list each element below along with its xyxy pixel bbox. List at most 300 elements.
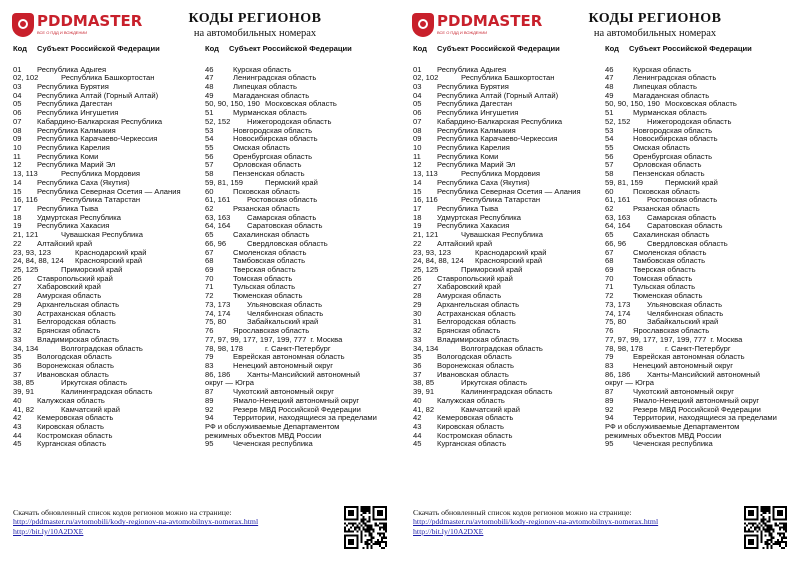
region-name: режимных объектов МВД России bbox=[605, 430, 722, 440]
region-name: Рязанская область bbox=[633, 204, 700, 213]
region-code: 60 bbox=[205, 186, 214, 196]
region-name: Республика Карачаево-Черкессия bbox=[37, 134, 158, 144]
region-name: Мурманская область bbox=[633, 108, 707, 118]
region-code: 11 bbox=[13, 151, 21, 161]
list-item bbox=[13, 440, 198, 449]
region-code: 37 bbox=[13, 369, 22, 379]
region-code: 62 bbox=[605, 204, 614, 213]
region-name: г. Москва bbox=[710, 334, 743, 344]
region-code: 73, 173 bbox=[605, 299, 631, 309]
region-code: 30 bbox=[13, 308, 22, 318]
region-name: Кабардино-Балкарская Республика bbox=[37, 116, 163, 126]
region-list-right bbox=[205, 66, 390, 450]
shield-icon bbox=[412, 13, 434, 37]
region-code: 48 bbox=[205, 81, 214, 91]
region-code: 34, 134 bbox=[413, 343, 439, 353]
region-name: Республика Тыва bbox=[437, 204, 499, 213]
region-name: г. Санкт-Петербург bbox=[665, 343, 731, 353]
region-code: 31 bbox=[13, 317, 22, 327]
region-name: Республика Тыва bbox=[37, 204, 99, 213]
column-header-code: Код bbox=[205, 44, 219, 53]
region-name: Оренбургская область bbox=[633, 151, 713, 161]
page-title bbox=[170, 11, 340, 39]
region-code: 42 bbox=[413, 413, 422, 423]
region-code: 40 bbox=[413, 395, 422, 405]
list-item bbox=[205, 440, 390, 449]
region-name: Республика Башкортостан bbox=[461, 73, 555, 83]
region-name: Белгородская область bbox=[437, 317, 516, 327]
region-code: 74, 174 bbox=[605, 308, 631, 318]
region-name: Республика Алтай (Горный Алтай) bbox=[37, 90, 159, 100]
region-name: Чеченская республика bbox=[233, 439, 313, 449]
region-name: Ставропольский край bbox=[437, 273, 513, 283]
region-code: 46 bbox=[205, 64, 214, 74]
region-code: 19 bbox=[13, 221, 22, 231]
region-code: 65 bbox=[205, 230, 214, 240]
region-name: Пензенская область bbox=[633, 169, 705, 179]
region-name: Республика Хакасия bbox=[437, 221, 510, 231]
region-name: Иркутская область bbox=[61, 378, 128, 388]
region-code: 70 bbox=[205, 273, 214, 283]
region-code: 50, 90, 150, 190 bbox=[605, 99, 660, 109]
region-code: 44 bbox=[13, 430, 22, 440]
pddmaster-logo bbox=[412, 12, 543, 41]
region-code: 26 bbox=[13, 273, 22, 283]
region-name: Республика Татарстан bbox=[61, 195, 141, 205]
region-name: Тюменская область bbox=[233, 291, 303, 301]
region-name: Воронежская область bbox=[437, 360, 514, 370]
logo-tagline: ВСЕ О ПДД И ВОЖДЕНИИ bbox=[437, 30, 488, 35]
region-name: Амурская область bbox=[37, 291, 102, 301]
region-name: Волгоградская область bbox=[461, 343, 543, 353]
region-code: 58 bbox=[205, 169, 214, 179]
region-code: 68 bbox=[605, 256, 614, 266]
region-code: 62 bbox=[205, 204, 214, 213]
shield-icon bbox=[12, 13, 34, 37]
region-code: 75, 80 bbox=[605, 317, 627, 327]
region-code: 14 bbox=[13, 177, 22, 187]
region-code: 52, 152 bbox=[605, 116, 631, 126]
region-code: 49 bbox=[605, 90, 614, 100]
region-code: 14 bbox=[413, 177, 422, 187]
region-code: 46 bbox=[605, 64, 614, 74]
region-code: 34, 134 bbox=[13, 343, 39, 353]
region-code: 54 bbox=[205, 134, 214, 144]
region-code: 57 bbox=[605, 160, 614, 170]
region-name: Сахалинская область bbox=[233, 230, 310, 240]
region-name: Краснодарский край bbox=[475, 247, 547, 257]
region-name: Чукотский автономный округ bbox=[233, 387, 335, 397]
region-name: Омская область bbox=[633, 142, 690, 152]
region-code: 22 bbox=[13, 238, 22, 248]
region-code: 26 bbox=[413, 273, 422, 283]
footer bbox=[413, 508, 658, 536]
region-name: Владимирская область bbox=[37, 334, 119, 344]
region-code: 71 bbox=[205, 282, 214, 292]
region-code: 18 bbox=[13, 212, 22, 222]
region-name: Калининградская область bbox=[461, 387, 553, 397]
region-code: 06 bbox=[13, 108, 22, 118]
region-code: 47 bbox=[605, 73, 614, 83]
region-code: 55 bbox=[605, 142, 614, 152]
region-name: Ленинградская область bbox=[233, 73, 317, 83]
region-code: 56 bbox=[605, 151, 614, 161]
region-name: Мурманская область bbox=[233, 108, 307, 118]
region-code: 10 bbox=[13, 142, 22, 152]
region-name: Резерв МВД Российской Федерации bbox=[633, 404, 761, 414]
region-name: Республика Северная Осетия — Алания bbox=[37, 186, 181, 196]
region-name: Красноярский край bbox=[75, 256, 143, 266]
region-name: Приморский край bbox=[461, 265, 523, 275]
region-code: 09 bbox=[413, 134, 422, 144]
region-name: Липецкая область bbox=[633, 81, 697, 91]
region-name: Костромская область bbox=[437, 430, 513, 440]
region-name: Республика Марий Эл bbox=[37, 160, 116, 170]
logo-tagline: ВСЕ О ПДД И ВОЖДЕНИИ bbox=[37, 30, 88, 35]
region-code: 13, 113 bbox=[13, 169, 38, 179]
region-code: 61, 161 bbox=[605, 195, 631, 205]
region-code: 58 bbox=[605, 169, 614, 179]
logo-text: PDDMASTER bbox=[37, 12, 143, 30]
region-name: Кабардино-Балкарская Республика bbox=[437, 116, 563, 126]
region-code: 33 bbox=[413, 334, 422, 344]
region-name: Хабаровский край bbox=[437, 282, 501, 292]
region-name: Смоленская область bbox=[233, 247, 307, 257]
region-code: 55 bbox=[205, 142, 214, 152]
region-code: 01 bbox=[413, 64, 422, 74]
region-name: Алтайский край bbox=[37, 238, 93, 248]
region-name: Воронежская область bbox=[37, 360, 114, 370]
region-list-left bbox=[413, 66, 598, 450]
region-code: 64, 164 bbox=[605, 221, 631, 231]
region-code: 92 bbox=[605, 404, 614, 414]
region-name: округ — Югра bbox=[205, 378, 254, 388]
qr-code bbox=[344, 506, 387, 549]
region-name: Новосибирская область bbox=[633, 134, 718, 144]
region-name: Самарская область bbox=[647, 212, 717, 222]
region-name: Ярославская область bbox=[633, 326, 710, 336]
region-code: 39, 91 bbox=[413, 387, 435, 397]
region-name: Оренбургская область bbox=[233, 151, 313, 161]
region-name: Территории, находящиеся за пределами bbox=[233, 413, 377, 423]
region-name: Тульская область bbox=[233, 282, 296, 292]
region-code: 89 bbox=[605, 395, 614, 405]
region-code: 76 bbox=[205, 326, 214, 336]
region-code: 86, 186 bbox=[605, 369, 631, 379]
region-code: 56 bbox=[205, 151, 214, 161]
region-name: Вологодская область bbox=[37, 352, 112, 362]
region-code: 23, 93, 123 bbox=[413, 247, 452, 257]
region-code: 08 bbox=[13, 125, 22, 135]
region-name: Республика Саха (Якутия) bbox=[37, 177, 130, 187]
title: КОДЫ РЕГИОНОВ bbox=[188, 11, 322, 26]
region-name: Красноярский край bbox=[475, 256, 543, 266]
region-name: Калининградская область bbox=[61, 387, 153, 397]
region-name: Республика Ингушетия bbox=[37, 108, 119, 118]
region-name: Республика Бурятия bbox=[437, 81, 509, 91]
region-name: Псковская область bbox=[233, 186, 300, 196]
region-list-left bbox=[13, 66, 198, 450]
region-code: 54 bbox=[605, 134, 614, 144]
region-name: Орловская область bbox=[233, 160, 302, 170]
region-code: 29 bbox=[13, 299, 22, 309]
region-name: Кемеровская область bbox=[437, 413, 514, 423]
region-name: Челябинская область bbox=[647, 308, 724, 318]
region-code: 87 bbox=[205, 387, 214, 397]
region-list-right bbox=[605, 66, 790, 450]
region-name: Ивановская область bbox=[437, 369, 509, 379]
footer-link-full[interactable]: http://pddmaster.ru/avtomobili/kody-regionov-na-avtomobilnyx-nomerax.html bbox=[413, 517, 659, 527]
region-name: Сахалинская область bbox=[633, 230, 710, 240]
region-name: Московская область bbox=[665, 99, 737, 109]
list-item bbox=[605, 440, 790, 449]
region-code: 86, 186 bbox=[205, 369, 231, 379]
region-code: 09 bbox=[13, 134, 22, 144]
logo-text: PDDMASTER bbox=[437, 12, 543, 30]
region-name: Республика Карачаево-Черкессия bbox=[437, 134, 558, 144]
region-code: 76 bbox=[605, 326, 614, 336]
region-code: 67 bbox=[205, 247, 214, 257]
column-header-subject: Субъект Российской Федерации bbox=[437, 44, 560, 53]
region-name: Тюменская область bbox=[633, 291, 703, 301]
region-name: Чувашская Республика bbox=[461, 230, 543, 240]
region-name: Свердловская область bbox=[247, 238, 328, 248]
region-code: 83 bbox=[205, 360, 214, 370]
region-name: Ульяновская область bbox=[647, 299, 723, 309]
region-code: 67 bbox=[605, 247, 614, 257]
region-code: 69 bbox=[205, 265, 214, 275]
region-name: Свердловская область bbox=[647, 238, 728, 248]
region-name: Республика Северная Осетия — Алания bbox=[437, 186, 581, 196]
region-name: Ленинградская область bbox=[633, 73, 717, 83]
region-name: Кемеровская область bbox=[37, 413, 114, 423]
region-code: 53 bbox=[605, 125, 614, 135]
region-code: 25, 125 bbox=[13, 265, 39, 275]
region-name: Республика Дагестан bbox=[437, 99, 513, 109]
region-code: 35 bbox=[413, 352, 422, 362]
footer-note: Скачать обновленный список кодов регионов можно на странице: bbox=[413, 508, 632, 517]
region-name: Курганская область bbox=[37, 439, 107, 449]
region-code: 60 bbox=[605, 186, 614, 196]
region-code: 27 bbox=[413, 282, 422, 292]
column-header-subject: Субъект Российской Федерации bbox=[229, 44, 352, 53]
region-code: 04 bbox=[413, 90, 422, 100]
region-name: Ненецкий автономный округ bbox=[633, 360, 733, 370]
region-code: 17 bbox=[413, 204, 422, 213]
pddmaster-logo bbox=[12, 12, 143, 41]
region-code: 40 bbox=[13, 395, 22, 405]
region-code: 95 bbox=[605, 439, 614, 449]
region-name: Пермский край bbox=[665, 177, 718, 187]
region-name: Новгородская область bbox=[233, 125, 313, 135]
region-code: 72 bbox=[205, 291, 214, 301]
region-name: Республика Дагестан bbox=[37, 99, 113, 109]
region-code: 24, 84, 88, 124 bbox=[413, 256, 464, 266]
region-code: 74, 174 bbox=[205, 308, 231, 318]
region-name: Новосибирская область bbox=[233, 134, 318, 144]
region-code: 24, 84, 88, 124 bbox=[13, 256, 64, 266]
region-name: Курская область bbox=[633, 64, 692, 74]
region-code: 44 bbox=[413, 430, 422, 440]
region-code: 49 bbox=[205, 90, 214, 100]
region-name: Тверская область bbox=[633, 265, 696, 275]
region-code: 92 bbox=[205, 404, 214, 414]
region-code: 07 bbox=[413, 116, 422, 126]
region-code: 42 bbox=[13, 413, 22, 423]
region-name: Курская область bbox=[233, 64, 292, 74]
region-name: Краснодарский край bbox=[75, 247, 147, 257]
region-code: 45 bbox=[13, 439, 22, 449]
footer-link-full[interactable]: http://pddmaster.ru/avtomobili/kody-regionov-na-avtomobilnyx-nomerax.html bbox=[13, 517, 259, 527]
region-name: Республика Адыгея bbox=[37, 64, 107, 74]
region-name: Тамбовская область bbox=[233, 256, 306, 266]
region-name: режимных объектов МВД России bbox=[205, 430, 322, 440]
region-code: 11 bbox=[413, 151, 421, 161]
region-name: Смоленская область bbox=[633, 247, 707, 257]
region-name: Ставропольский край bbox=[37, 273, 113, 283]
region-name: Территории, находящиеся за пределами bbox=[633, 413, 777, 423]
region-name: Ивановская область bbox=[37, 369, 109, 379]
region-code: 51 bbox=[205, 108, 214, 118]
region-code: 48 bbox=[605, 81, 614, 91]
region-code: 78, 98, 178 bbox=[205, 343, 244, 353]
region-name: Амурская область bbox=[437, 291, 502, 301]
footer-link-short[interactable]: http://bit.ly/10A2DXE bbox=[13, 526, 84, 536]
region-code: 77, 97, 99, 177, 197, 199, 777 bbox=[205, 334, 307, 344]
list-item bbox=[413, 440, 598, 449]
region-code: 41, 82 bbox=[13, 404, 35, 414]
region-name: округ — Югра bbox=[605, 378, 654, 388]
region-name: Республика Карелия bbox=[37, 142, 110, 152]
region-name: Тульская область bbox=[633, 282, 696, 292]
region-name: РФ и обслуживаемые Департаментом bbox=[605, 421, 740, 431]
region-code: 21, 121 bbox=[413, 230, 439, 240]
region-code: 36 bbox=[13, 360, 22, 370]
region-code: 31 bbox=[413, 317, 422, 327]
column-header-code: Код bbox=[13, 44, 27, 53]
region-name: Удмуртская Республика bbox=[37, 212, 121, 222]
region-code: 03 bbox=[13, 81, 22, 91]
region-code: 18 bbox=[413, 212, 422, 222]
region-name: Приморский край bbox=[61, 265, 123, 275]
region-name: Тверская область bbox=[233, 265, 296, 275]
region-name: Курганская область bbox=[437, 439, 507, 449]
region-name: Ханты-Мансийский автономный bbox=[247, 369, 361, 379]
region-name: Ямало-Ненецкий автономный округ bbox=[233, 395, 360, 405]
region-code: 43 bbox=[413, 421, 422, 431]
region-name: Республика Ингушетия bbox=[437, 108, 519, 118]
region-code: 15 bbox=[13, 186, 22, 196]
region-name: Брянская область bbox=[37, 326, 101, 336]
region-name: Липецкая область bbox=[233, 81, 297, 91]
region-code: 73, 173 bbox=[205, 299, 231, 309]
subtitle: на автомобильных номерах bbox=[193, 28, 317, 39]
region-name: Самарская область bbox=[247, 212, 317, 222]
footer-link-short[interactable]: http://bit.ly/10A2DXE bbox=[413, 526, 484, 536]
region-name: Ненецкий автономный округ bbox=[233, 360, 333, 370]
region-code: 08 bbox=[413, 125, 422, 135]
region-code: 57 bbox=[205, 160, 214, 170]
region-code: 03 bbox=[413, 81, 422, 91]
region-name: г. Санкт-Петербург bbox=[265, 343, 331, 353]
region-name: Магаданская область bbox=[233, 90, 310, 100]
region-name: Республика Коми bbox=[437, 151, 499, 161]
region-name: Чеченская республика bbox=[633, 439, 713, 449]
region-name: Республика Татарстан bbox=[461, 195, 541, 205]
region-code: 37 bbox=[413, 369, 422, 379]
region-code: 69 bbox=[605, 265, 614, 275]
region-name: Удмуртская Республика bbox=[437, 212, 521, 222]
region-code: 66, 96 bbox=[605, 238, 627, 248]
column-header-code: Код bbox=[413, 44, 427, 53]
region-code: 78, 98, 178 bbox=[605, 343, 644, 353]
subtitle: на автомобильных номерах bbox=[593, 28, 717, 39]
region-code: 06 bbox=[413, 108, 422, 118]
region-name: Тамбовская область bbox=[633, 256, 706, 266]
region-name: Белгородская область bbox=[37, 317, 116, 327]
region-code: 33 bbox=[13, 334, 22, 344]
region-code: 71 bbox=[605, 282, 614, 292]
region-name: Кировская область bbox=[37, 421, 104, 431]
region-code: 95 bbox=[205, 439, 214, 449]
column-header-code: Код bbox=[605, 44, 619, 53]
region-name: Костромская область bbox=[37, 430, 113, 440]
region-code: 51 bbox=[605, 108, 614, 118]
region-name: Алтайский край bbox=[437, 238, 493, 248]
region-code: 12 bbox=[413, 160, 422, 170]
region-code: 59, 81, 159 bbox=[605, 177, 644, 187]
region-name: Чувашская Республика bbox=[61, 230, 143, 240]
region-name: Республика Коми bbox=[37, 151, 99, 161]
region-name: Республика Хакасия bbox=[37, 221, 110, 231]
region-code: 16, 116 bbox=[13, 195, 38, 205]
region-name: Брянская область bbox=[437, 326, 501, 336]
region-code: 53 bbox=[205, 125, 214, 135]
region-code: 79 bbox=[205, 352, 214, 362]
region-code: 28 bbox=[13, 291, 22, 301]
region-code: 22 bbox=[413, 238, 422, 248]
region-name: Волгоградская область bbox=[61, 343, 143, 353]
region-name: Саратовская область bbox=[647, 221, 723, 231]
region-code: 29 bbox=[413, 299, 422, 309]
region-code: 83 bbox=[605, 360, 614, 370]
region-code: 43 bbox=[13, 421, 22, 431]
region-name: Кировская область bbox=[437, 421, 504, 431]
region-code: 72 bbox=[605, 291, 614, 301]
page-title bbox=[570, 11, 740, 39]
region-name: Еврейская автономная область bbox=[633, 352, 745, 362]
region-code: 75, 80 bbox=[205, 317, 227, 327]
region-name: Забайкальский край bbox=[647, 317, 719, 327]
region-code: 66, 96 bbox=[205, 238, 227, 248]
region-name: г. Москва bbox=[310, 334, 343, 344]
region-code: 38, 85 bbox=[13, 378, 35, 388]
region-code: 21, 121 bbox=[13, 230, 39, 240]
footer bbox=[13, 508, 258, 536]
region-code: 65 bbox=[605, 230, 614, 240]
region-name: Ярославская область bbox=[233, 326, 310, 336]
region-name: Нижегородская область bbox=[247, 116, 332, 126]
region-code: 23, 93, 123 bbox=[13, 247, 52, 257]
region-name: Архангельская область bbox=[437, 299, 520, 309]
region-name: Пермский край bbox=[265, 177, 318, 187]
region-code: 36 bbox=[413, 360, 422, 370]
region-name: Ханты-Мансийский автономный bbox=[647, 369, 761, 379]
region-code: 94 bbox=[605, 413, 614, 423]
region-code: 39, 91 bbox=[13, 387, 35, 397]
region-code: 02, 102 bbox=[413, 73, 439, 83]
region-code: 41, 82 bbox=[413, 404, 435, 414]
